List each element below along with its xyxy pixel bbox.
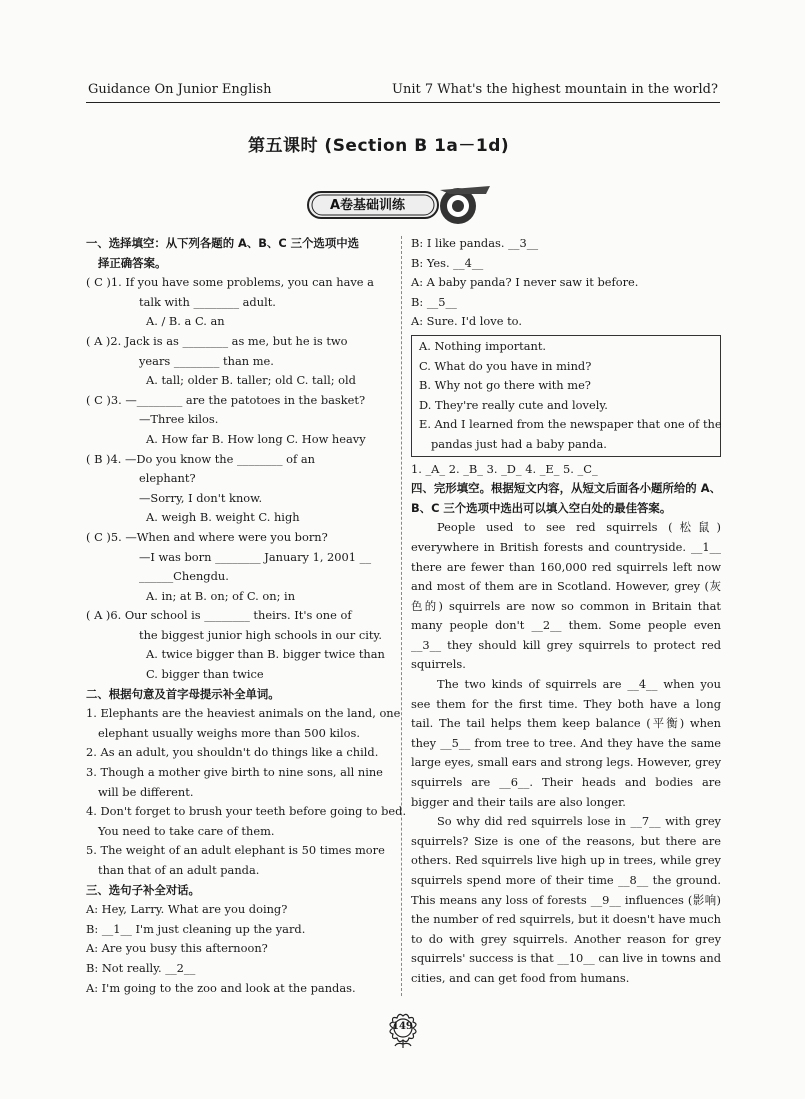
left-line: A: Are you busy this afternoon? xyxy=(86,941,268,956)
left-line: 一、选择填空：从下列各题的 A、B、C 三个选项中选 xyxy=(86,236,359,250)
dialogue-line: B: __5__ xyxy=(411,294,457,309)
option-line: pandas just had a baby panda. xyxy=(431,436,607,451)
left-line: You need to take care of them. xyxy=(98,823,275,838)
column-divider xyxy=(401,236,402,996)
left-line: B: __1__ I'm just cleaning up the yard. xyxy=(86,921,306,936)
header-left: Guidance On Junior English xyxy=(88,82,272,97)
left-line: A: I'm going to the zoo and look at the pandas. xyxy=(86,980,356,995)
option-line: B. Why not go there with me? xyxy=(419,378,591,393)
left-line: A. weigh B. weight C. high xyxy=(146,510,300,525)
left-line: 3. Though a mother give birth to nine sons, all nine xyxy=(86,765,383,780)
left-line: A. twice bigger than B. bigger twice than xyxy=(146,647,385,662)
option-line: C. What do you have in mind? xyxy=(419,358,592,373)
left-line: the biggest junior high schools in our city. xyxy=(139,627,382,642)
passage-paragraph-3: So why did red squirrels lose in __7__ with grey squirrels? Size is one of the reasons, but there are others. Red squirrels live high up in trees, while grey squirrels spend more of their time __8__ the ground. This means any loss of forests __9__ influences (影响) the number of red squirrels, but it doesn't have much to do with grey squirrels. Another reason for grey squirrels' success is that __10__ can live in towns and cities, and can get food from humans. xyxy=(411,814,721,985)
left-line: will be different. xyxy=(98,784,194,799)
left-line: 4. Don't forget to brush your teeth before going to bed. xyxy=(86,804,407,819)
left-line: A: Hey, Larry. What are you doing? xyxy=(86,902,288,917)
left-line: years ________ than me. xyxy=(139,353,274,368)
left-line: A. / B. a C. an xyxy=(146,314,225,329)
dialogue-line: A: A baby panda? I never saw it before. xyxy=(411,275,639,290)
answers-line: 1. _A_ 2. _B_ 3. _D_ 4. _E_ 5. _C_ xyxy=(411,461,598,476)
section4-title: 四、完形填空。根据短文内容，从短文后面各小题所给的 A、B、C 三个选项中选出可以填入空白处的最佳答案。 xyxy=(411,481,721,515)
left-line: elephant usually weighs more than 500 kilos. xyxy=(98,725,360,740)
left-line: C. bigger than twice xyxy=(146,667,264,682)
left-line: —Three kilos. xyxy=(139,412,219,427)
left-line: 2. As an adult, you shouldn't do things like a child. xyxy=(86,745,379,760)
left-line: —Sorry, I don't know. xyxy=(139,490,263,505)
passage-paragraph-1: People used to see red squirrels (松鼠) everywhere in British forests and countryside. __1__ there are fewer than 160,000 red squirrels left now and most of them are in Scotland. However, grey (灰色的) squirrels are now so common in Britain that many people don't __2__ them. Some people even __3__ they should kill grey squirrels to protect red squirrels. xyxy=(411,520,721,672)
option-line: E. And I learned from the newspaper that one of the xyxy=(419,417,722,432)
banner-label: A卷基础训练 xyxy=(330,198,406,213)
page-number: 149 xyxy=(392,1021,413,1032)
left-line: B: Not really. __2__ xyxy=(86,960,196,975)
left-line: ( A )6. Our school is ________ theirs. It's one of xyxy=(86,608,352,623)
dialogue-line: B: Yes. __4__ xyxy=(411,255,484,270)
left-line: —I was born ________ January 1, 2001 __ xyxy=(139,549,372,564)
left-line: 二、根据句意及首字母提示补全单词。 xyxy=(86,686,280,701)
left-line: talk with ________ adult. xyxy=(139,294,276,309)
left-line: elephant? xyxy=(139,471,196,486)
option-line: A. Nothing important. xyxy=(419,338,547,353)
header-rule xyxy=(86,102,720,103)
left-line: 5. The weight of an adult elephant is 50 times more xyxy=(86,843,385,858)
left-line: A. tall; older B. taller; old C. tall; old xyxy=(146,373,356,388)
left-line: ( C )1. If you have some problems, you can have a xyxy=(86,275,374,290)
dialogue-line: A: Sure. I'd love to. xyxy=(411,314,522,329)
left-line: ( C )5. —When and where were you born? xyxy=(86,529,328,544)
passage-paragraph-2: The two kinds of squirrels are __4__ when you see them for the first time. They both have a long tail. The tail helps them keep balance (平衡) when they __5__ from tree to tree. And they have the same large eyes, small ears and strong legs. However, grey squirrels are __6__. Their heads and bodies are bigger and their tails are also longer. xyxy=(411,677,721,809)
right-column xyxy=(411,234,721,989)
page-title: 第五课时 (Section B 1a－1d) xyxy=(248,136,510,156)
left-line: 择正确答案。 xyxy=(98,255,167,270)
left-line: ( A )2. Jack is as ________ as me, but he is two xyxy=(86,333,348,348)
left-column xyxy=(86,234,407,998)
left-line: ______Chengdu. xyxy=(139,569,229,584)
left-line: ( C )3. —________ are the patotoes in the basket? xyxy=(86,392,366,407)
options-box xyxy=(411,335,721,457)
left-line: A. in; at B. on; of C. on; in xyxy=(146,588,296,603)
option-line: D. They're really cute and lovely. xyxy=(419,397,608,412)
left-line: A. How far B. How long C. How heavy xyxy=(146,431,366,446)
dialogue-line: B: I like pandas. __3__ xyxy=(411,236,539,250)
header-right: Unit 7 What's the highest mountain in the world? xyxy=(392,82,718,97)
left-line: 三、选句子补全对话。 xyxy=(86,882,200,897)
dialogue-continued xyxy=(411,234,721,332)
left-line: 1. Elephants are the heaviest animals on the land, one xyxy=(86,706,401,721)
left-line: ( B )4. —Do you know the ________ of an xyxy=(86,451,315,466)
left-line: than that of an adult panda. xyxy=(98,863,260,877)
